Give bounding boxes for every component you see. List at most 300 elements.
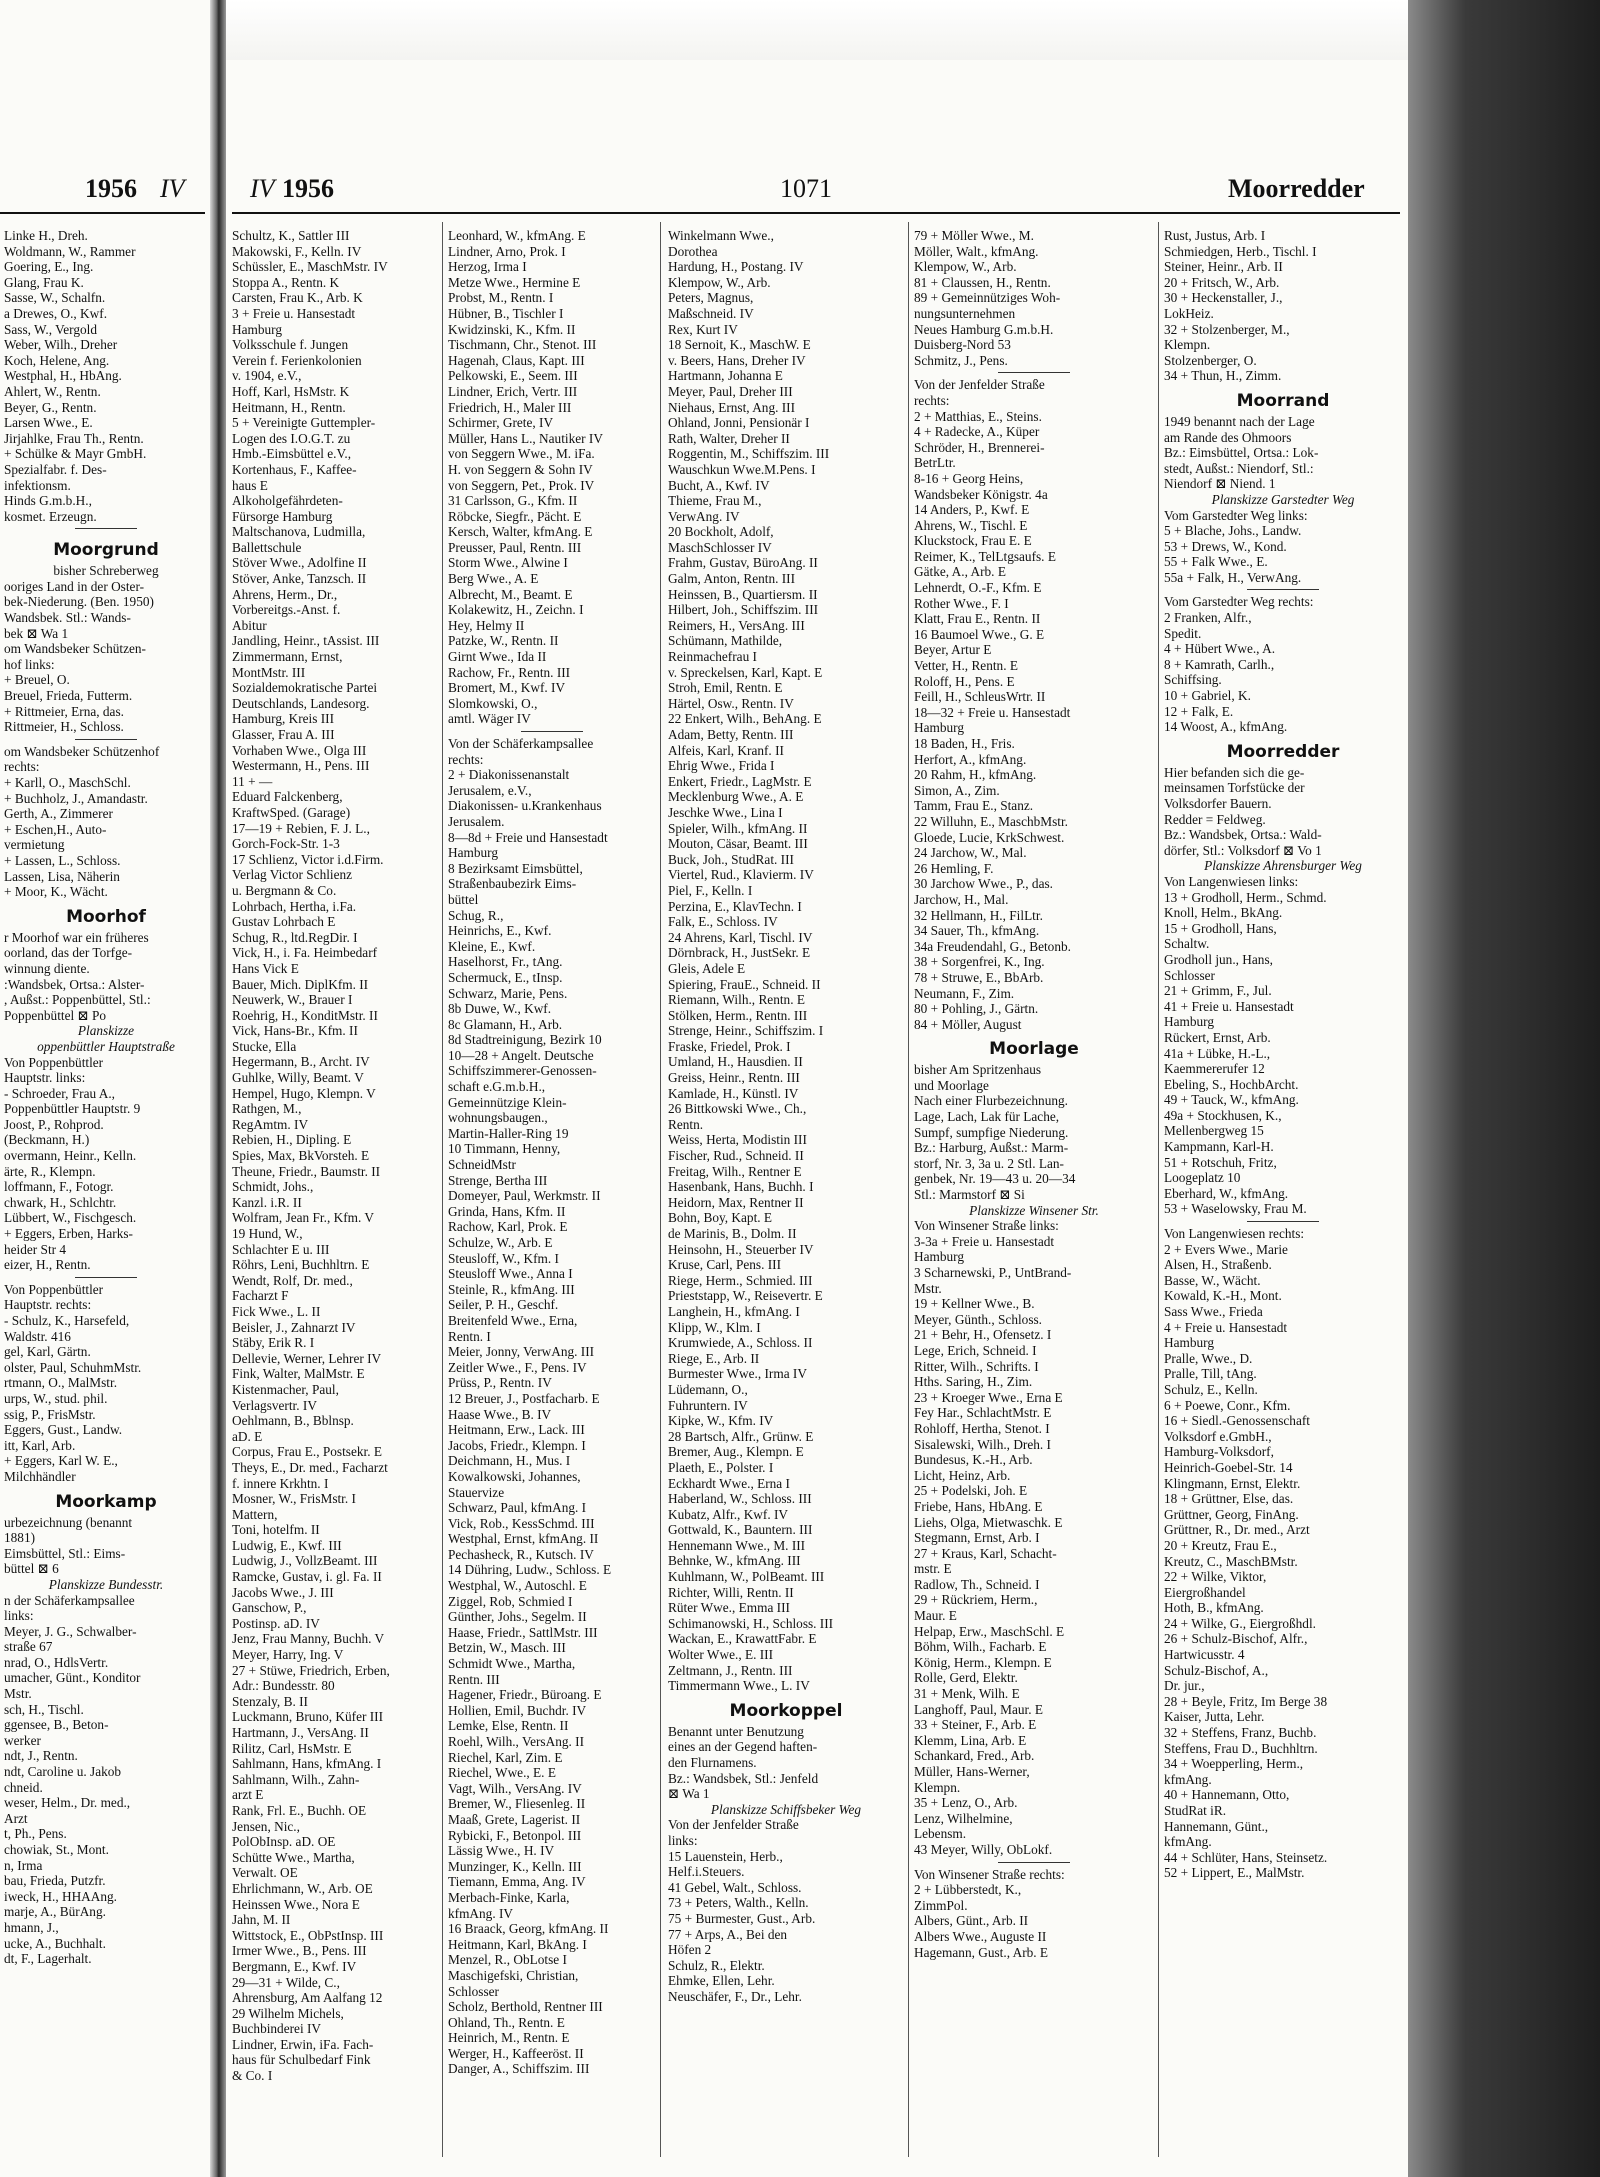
directory-entry: Niehaus, Ernst, Ang. III [668,399,796,415]
directory-entry: Vick, Hans-Br., Kfm. II [232,1023,358,1039]
directory-entry: Stegmann, Ernst, Arb. I [914,1530,1040,1546]
directory-entry: 10—28 + Angelt. Deutsche [448,1047,594,1063]
directory-entry: Prüss, P., Rentn. IV [448,1375,552,1391]
directory-entry: 52 + Lippert, E., MalMstr. [1164,1865,1305,1881]
directory-entry: Hennemann Wwe., M. III [668,1537,806,1553]
directory-entry: infektionsm. [4,477,71,493]
map-reference: Planskizze Winsener Str. [969,1202,1099,1218]
directory-entry: und Moorlage [914,1077,989,1093]
directory-entry: 18 + Grüttner, Else, das. [1164,1491,1294,1507]
directory-entry: Fürsorge Hamburg [232,508,333,524]
directory-entry: eines an der Gegend haften- [668,1739,818,1755]
directory-entry: Spedit. [1164,625,1202,641]
directory-entry: Eiergroßhandel [1164,1584,1246,1600]
book-gutter [210,0,226,2177]
directory-entry: Kwidzinski, K., Kfm. II [448,321,576,337]
directory-entry: Rank, Frl. E., Buchh. OE [232,1802,367,1818]
directory-entry: Kampmann, Karl-H. [1164,1139,1274,1155]
directory-entry: 73 + Peters, Walth., Kelln. [668,1895,809,1911]
directory-entry: Steiner, Heinr., Arb. II [1164,259,1283,275]
directory-entry: Kaemmererufer 12 [1164,1061,1265,1077]
directory-entry: Rath, Walter, Dreher II [668,430,790,446]
directory-entry: Spies, Max, BkVorsteh. E [232,1148,370,1164]
directory-entry: Kruse, Carl, Pens. III [668,1257,781,1273]
directory-entry: Gustav Lohrbach E [232,914,336,930]
directory-entry: 8c Glamann, H., Arb. [448,1016,563,1032]
directory-entry: Maßschneid. IV [668,305,754,321]
directory-entry: Ludwig, J., VollzBeamt. III [232,1553,378,1569]
directory-entry: bau, Frieda, Putzfr. [4,1873,106,1889]
directory-entry: nrad, O., HdlsVertr. [4,1654,109,1670]
directory-entry: Roehrig, H., KonditMstr. II [232,1007,378,1023]
directory-entry: Redder = Feldweg. [1164,811,1266,827]
directory-entry: Luckmann, Bruno, Küfer III [232,1709,384,1725]
directory-entry: - Schulz, K., Harsefeld, [4,1313,130,1328]
directory-entry: Sahlmann, Hans, kfmAng. I [232,1756,382,1772]
directory-entry: Theune, Friedr., Baumstr. II [232,1163,381,1179]
directory-entry: Rittmeier, H., Schloss. [4,719,124,735]
directory-entry: Corpus, Frau E., Postsekr. E [232,1444,382,1460]
directory-entry: Lehnerdt, O.-F., Kfm. E [914,580,1042,596]
directory-entry: Hier befanden sich die ge- [1164,764,1305,780]
right-page-year: 1956 [282,174,334,203]
directory-entry: Ballettschule [232,539,302,555]
street-heading: Moorkoppel [729,1700,843,1721]
directory-entry: Buchbinderei IV [232,2021,321,2037]
directory-entry: de Marinis, B., Dolm. II [668,1226,797,1241]
directory-entry: Wittstock, E., ObPstInsp. III [232,1927,384,1943]
directory-entry: Schlosser [448,1983,499,1999]
directory-entry: Riege, Herm., Schmied. III [668,1272,813,1288]
directory-entry: & Co. I [232,2068,273,2084]
directory-entry: Bremer, W., Fliesenleg. II [448,1796,586,1812]
directory-entry: Guhlke, Willy, Beamt. V [232,1070,364,1086]
directory-entry: + Lassen, L., Schloss. [4,852,121,868]
directory-entry: Meyer, Günth., Schloss. [914,1311,1042,1327]
directory-entry: 79 + Möller Wwe., M. [914,228,1034,243]
directory-entry: Neumann, F., Zim. [914,985,1015,1001]
directory-entry: wohnungsbaugen., [448,1110,548,1126]
directory-entry: Riemann, Wilh., Rentn. E [668,992,805,1008]
directory-entry: 31 Carlsson, G., Kfm. II [448,493,578,509]
directory-entry: Meier, Jonny, VerwAng. III [448,1344,595,1360]
directory-entry: Meyer, Paul, Dreher III [668,383,793,399]
directory-entry: Leonhard, W., kfmAng. E [448,228,586,243]
directory-entry: Gleis, Adele E [668,960,746,976]
directory-entry: Hamburg-Volksdorf, [1164,1444,1274,1460]
directory-entry: Schlosser [1164,967,1215,983]
directory-entry: Bz.: Eimsbüttel, Ortsa.: Lok- [1164,445,1319,461]
directory-entry: t, Ph., Pens. [4,1826,67,1842]
directory-entry: Hoff, Karl, HsMstr. K [232,383,350,399]
directory-entry: sch, H., Tischl. [4,1701,84,1717]
directory-entry: Lindner, Erich, Vertr. III [448,383,578,399]
directory-entry: Joost, P., Rohprod. [4,1116,104,1132]
directory-entry: Schmitz, J., Pens. [914,352,1008,368]
directory-entry: kfmAng. IV [448,1905,513,1921]
directory-entry: ärte, R., Klempn. [4,1163,96,1179]
directory-entry: Verein f. Ferienkolonien [232,352,362,368]
directory-entry: Koch, Helene, Ang. [4,352,110,368]
directory-entry: heider Str 4 [4,1241,67,1257]
directory-entry: dt, F., Lagerhalt. [4,1951,92,1967]
directory-entry: Hübner, B., Tischler I [448,305,564,321]
directory-entry: Probst, M., Rentn. I [448,290,554,306]
directory-entry: Gorch-Fock-Str. 1-3 [232,836,340,852]
directory-entry: Klemm, Lina, Arb. E [914,1732,1027,1748]
directory-entry: Von Langenwiesen rechts: [1164,1226,1305,1242]
directory-entry: Haselhorst, Fr., tAng. [448,954,563,970]
directory-entry: Kreutz, C., MaschBMstr. [1164,1553,1298,1569]
directory-entry: Ohland, Jonni, Pensionär I [668,415,810,431]
directory-entry: Linke H., Dreh. [4,228,88,243]
directory-entry: f. innere Krkhtn. I [232,1475,329,1491]
street-heading: Moorredder [1226,741,1340,762]
directory-entry: Eimsbüttel, Stl.: Eims- [4,1545,126,1561]
directory-entry: Larsen Wwe., E. [4,415,93,431]
directory-entry: 51 + Rotschuh, Fritz, [1164,1154,1277,1170]
directory-column-5 [1164,228,1402,2168]
directory-entry: Jerusalem, e.V., [448,782,532,798]
directory-entry: Jerusalem. [448,813,505,829]
directory-entry: Schulz, E., Kelln. [1164,1381,1258,1397]
column-divider [442,222,443,2157]
directory-entry: Klipp, W., Klm. I [668,1319,761,1335]
directory-entry: Kipke, W., Kfm. IV [668,1413,774,1429]
directory-entry: Müller, Hans-Werner, [914,1764,1030,1779]
street-heading: Moorhof [66,906,146,927]
directory-entry: 53 + Drews, W., Kond. [1164,538,1287,554]
directory-entry: Wolter Wwe., E. III [668,1647,774,1663]
directory-column-3 [668,228,904,2168]
directory-entry: Glang, Frau K. [4,274,84,290]
directory-entry: Rust, Justus, Arb. I [1164,228,1266,243]
directory-entry: ooriges Land in der Oster- [4,578,145,594]
directory-entry: 41 + Freie u. Hansestadt [1164,998,1294,1014]
directory-entry: Bucht, A., Kwf. IV [668,477,770,493]
directory-entry: büttel ⊠ 6 [4,1561,59,1577]
directory-entry: 22 + Wilke, Viktor, [1164,1569,1267,1585]
directory-entry: Schmiedgen, Herb., Tischl. I [1164,243,1317,259]
directory-entry: 10 + Gabriel, K. [1164,688,1251,704]
directory-entry: Ahrensburg, Am Aalfang 12 [232,1990,383,2006]
directory-entry: Hagener, Friedr., Büroang. E [448,1687,602,1703]
directory-entry: Ramcke, Gustav, i. gl. Fa. II [232,1569,382,1585]
directory-entry: werker [4,1732,41,1748]
directory-entry: om Wandsbeker Schützen- [4,641,146,657]
directory-entry: urbezeichnung (benannt [4,1514,133,1530]
directory-entry: Umland, H., Hausdien. II [668,1054,803,1070]
directory-entry: Ganschow, P., [232,1600,307,1616]
directory-entry: Lemke, Else, Rentn. II [448,1718,569,1734]
directory-entry: Schwarz, Paul, kfmAng. I [448,1500,587,1516]
directory-entry: 19 + Kellner Wwe., B. [914,1296,1035,1312]
directory-entry: 10 Timmann, Henny, [448,1141,561,1157]
directory-entry: 19 Hund, W., [232,1226,303,1241]
directory-entry: Schmidt, Johs., [232,1179,314,1195]
directory-entry: Betzin, W., Masch. III [448,1640,566,1656]
directory-entry: Gerth, A., Zimmerer [4,806,113,822]
directory-entry: Heitmann, Karl, BkAng. I [448,1936,587,1952]
directory-entry: Ehrig Wwe., Frida I [668,758,775,774]
directory-entry: Pelkowski, E., Seem. III [448,368,578,384]
directory-entry: Stoppa A., Rentn. K [232,274,340,290]
directory-entry: Beisler, J., Zahnarzt IV [232,1319,356,1335]
directory-entry: Toni, hotelfm. II [232,1522,320,1538]
directory-entry: Westermann, H., Pens. III [232,758,370,774]
directory-entry: Reimers, H., VersAng. III [668,617,805,633]
directory-entry: 6 + Poewe, Conr., Kfm. [1164,1397,1291,1413]
directory-entry: Lübbert, W., Fischgesch. [4,1210,137,1226]
directory-entry: Von Winsener Straße links: [914,1218,1059,1234]
directory-entry: Dr. jur., [1164,1678,1205,1694]
directory-entry: 12 Breuer, J., Postfacharb. E [448,1390,600,1406]
directory-entry: Westphal, H., HbAng. [4,368,122,384]
directory-entry: + Moor, K., Wächt. [4,884,108,900]
section-separator [4,1273,208,1282]
directory-entry: Tamm, Frau E., Stanz. [914,798,1034,814]
directory-entry: Hasenbank, Hans, Buchh. I [668,1179,814,1195]
directory-entry: Domeyer, Paul, Werkmstr. II [448,1188,601,1204]
directory-entry: 33 + Steiner, F., Arb. E [914,1717,1037,1733]
directory-entry: Schiffszimmerer-Genossen- [448,1063,597,1079]
directory-entry: Lage, Lach, Lak für Lache, [914,1109,1060,1125]
directory-entry: genbek, Nr. 19—43 u. 20—34 [914,1171,1076,1187]
directory-entry: Metze Wwe., Hermine E [448,274,581,290]
directory-entry: 81 + Claussen, H., Rentn. [914,274,1051,290]
directory-entry: Vick, H., i. Fa. Heimbedarf [232,945,378,961]
directory-entry: 84 + Möller, August [914,1016,1022,1032]
directory-entry: Steusloff, W., Kfm. I [448,1250,559,1266]
directory-entry: Kanzl. i.R. II [232,1194,302,1210]
left-header-rule [0,212,205,214]
directory-entry: Preusser, Paul, Rentn. III [448,539,582,555]
street-note: bisher Schreberweg [53,563,159,579]
directory-entry: Albers, Günt., Arb. II [914,1913,1029,1929]
directory-entry: Strenge, Heinr., Schiffszim. I [668,1023,824,1039]
directory-entry: BetrLtr. [914,455,956,471]
directory-entry: Von der Jenfelder Straße [914,377,1045,393]
directory-entry: Kistenmacher, Paul, [232,1381,339,1397]
directory-entry: 32 + Stolzenberger, M., [1164,321,1290,337]
directory-entry: Sahlmann, Wilh., Zahn- [232,1771,360,1787]
directory-entry: Enkert, Friedr., LagMstr. E [668,773,812,789]
directory-entry: eizer, H., Rentn. [4,1257,91,1273]
directory-entry: Rathgen, M., [232,1101,302,1117]
directory-entry: Mosner, W., FrisMstr. I [232,1491,356,1507]
directory-entry: Ahlert, W., Rentn. [4,383,101,399]
directory-entry: Adam, Betty, Rentn. III [668,727,794,742]
directory-entry: hmann, J., [4,1919,59,1935]
directory-entry: Tiemann, Emma, Ang. IV [448,1874,586,1890]
directory-entry: Gottwald, K., Bauntern. III [668,1522,813,1538]
directory-entry: 12 + Falk, E. [1164,703,1234,719]
directory-entry: Poppenbüttler Hauptstr. 9 [4,1101,141,1117]
directory-entry: Rebien, H., Dipling. E [232,1132,352,1148]
section-separator [448,727,656,736]
directory-entry: Hauptstr. links: [4,1070,86,1086]
directory-entry: aD. E [232,1428,263,1444]
directory-entry: ⊠ Wa 1 [668,1786,710,1802]
directory-entry: Rückert, Ernst, Arb. [1164,1029,1271,1045]
directory-entry: Alfeis, Karl, Kranf. II [668,742,784,758]
directory-entry: Heinssen, B., Quartiersm. II [668,586,818,602]
directory-entry: Schmidt Wwe., Martha, [448,1656,576,1672]
directory-entry: Schröder, H., Brennerei- [914,439,1045,455]
directory-entry: Steffens, Frau D., Buchhltrn. [1164,1740,1318,1756]
directory-entry: 1881) [4,1530,36,1546]
column-divider [908,222,909,2157]
directory-entry: 20 + Fritsch, W., Arb. [1164,274,1280,290]
directory-entry: Kubatz, Alfr., Kwf. IV [668,1506,789,1522]
directory-entry: Heinrich-Goebel-Str. 14 [1164,1459,1293,1475]
directory-entry: Grinda, Hans, Kfm. II [448,1203,566,1219]
directory-entry: Ehmke, Ellen, Lehr. [668,1973,775,1989]
directory-entry: Stolzenberger, O. [1164,352,1257,368]
directory-entry: Volksdorf e.GmbH., [1164,1428,1272,1444]
directory-entry: Spieler, Wilh., kfmAng. II [668,820,808,836]
directory-entry: Albrecht, M., Beamt. E [448,586,573,602]
directory-entry: 49 + Tauck, W., kfmAng. [1164,1092,1299,1108]
directory-entry: Waldstr. 416 [4,1328,71,1344]
directory-entry: PolObInsp. aD. OE [232,1834,336,1850]
directory-entry: Scholz, Berthold, Rentner III [448,1999,603,2015]
directory-entry: Weiss, Herta, Modistin III [668,1132,807,1148]
directory-entry: Böhm, Wilh., Facharb. E [914,1639,1047,1655]
directory-entry: Menzel, R., ObLotse I [448,1952,567,1968]
directory-entry: Neuschäfer, F., Dr., Lehr. [668,1988,802,2004]
directory-entry: ggensee, B., Beton- [4,1717,109,1733]
directory-entry: 41a + Lübke, H.-L., [1164,1045,1271,1061]
directory-entry: meinsamen Torfstücke der [1164,780,1305,796]
directory-entry: MaschSchlosser IV [668,539,772,555]
directory-entry: Schermuck, E., tInsp. [448,969,563,985]
directory-entry: chneid. [4,1779,43,1795]
directory-entry: Girnt Wwe., Ida II [448,649,547,665]
directory-entry: Zeitler Wwe., F., Pens. IV [448,1359,587,1375]
directory-entry: Oehlmann, B., Bblnsp. [232,1413,354,1429]
directory-entry: Abitur [232,617,267,633]
directory-entry: Stöver Wwe., Adolfine II [232,555,367,571]
directory-entry: Poppenbüttel ⊠ Po [4,1007,107,1023]
directory-entry: 29 Wilhelm Michels, [232,2005,344,2021]
directory-entry: Schiffsing. [1164,672,1222,688]
directory-entry: 40 + Hannemann, Otto, [1164,1787,1290,1803]
directory-entry: Jandling, Heinr., tAssist. III [232,633,380,649]
directory-entry: Nach einer Flurbezeichnung. [914,1093,1068,1109]
directory-entry: 13 + Grodholl, Herm., Schmd. [1164,889,1327,905]
section-separator [1164,585,1402,594]
directory-entry: Stenzaly, B. II [232,1693,308,1709]
directory-entry: KraftwSped. (Garage) [232,804,351,820]
directory-entry: Stauervize [448,1484,505,1500]
directory-entry: 24 Ahrens, Karl, Tischl. IV [668,929,813,945]
page-number: 1071 [780,174,832,203]
directory-entry: Heinrich, M., Rentn. E [448,2030,570,2046]
directory-entry: Alsen, H., Straßenb. [1164,1257,1272,1273]
directory-entry: Bohn, Boy, Kapt. E [668,1210,773,1226]
directory-entry: Albers Wwe., Auguste II [914,1928,1047,1944]
directory-entry: 2 + Lübberstedt, K., [914,1882,1022,1898]
directory-entry: hof links: [4,656,55,672]
directory-entry: Winkelmann Wwe., [668,228,774,243]
directory-entry: Vorbereitgs.-Anst. f. [232,602,341,618]
directory-entry: Maaß, Grete, Lagerist. II [448,1811,581,1827]
directory-entry: Lüdemann, O., [668,1381,748,1397]
directory-entry: Haase, Friedr., SattlMstr. III [448,1624,598,1640]
directory-entry: 55 + Falk Wwe., E. [1164,554,1268,570]
directory-entry: Rother Wwe., F. I [914,595,1009,611]
map-reference: Planskizze Schiffsbeker Weg [710,1801,862,1817]
directory-entry: + Eggers, Karl W. E., [4,1453,118,1469]
directory-entry: Simon, A., Zim. [914,782,1000,798]
directory-entry: rechts: [448,751,484,767]
directory-entry: Plaeth, E., Polster. I [668,1459,774,1475]
directory-entry: 18 Baden, H., Fris. [914,736,1015,751]
directory-entry: Wandsbeker Königstr. 4a [914,486,1048,502]
directory-entry: am Rande des Ohmoors [1164,429,1292,445]
directory-entry: Verlagsvertr. IV [232,1397,317,1413]
directory-entry: Storm Wwe., Alwine I [448,555,568,571]
directory-entry: Loogeplatz 10 [1164,1170,1241,1186]
directory-entry: 2 + Evers Wwe., Marie [1164,1241,1288,1257]
directory-entry: Facharzt F [232,1288,289,1304]
directory-entry: Hmb.-Eimsbüttel e.V., [232,446,352,462]
directory-entry: Sumpf, sumpfige Niederung. [914,1124,1069,1140]
directory-entry: Frahm, Gustav, BüroAng. II [668,555,818,571]
directory-entry: Alkoholgefährdeten- [232,493,343,509]
directory-entry: Friedrich, H., Maler III [448,399,572,415]
directory-entry: Bz.: Harburg, Außst.: Marm- [914,1140,1069,1156]
directory-entry: Schütte Wwe., Martha, [232,1849,355,1865]
street-heading: Moorlage [989,1039,1079,1060]
directory-entry: Maschigefski, Christian, [448,1967,579,1983]
directory-entry: (Beckmann, H.) [4,1132,90,1148]
directory-entry: 44 + Schlüter, Hans, Steinsetz. [1164,1849,1328,1865]
directory-entry: Jacobs Wwe., J. III [232,1584,334,1600]
directory-entry: 17 Schlienz, Victor i.d.Firm. [232,851,384,867]
directory-entry: Hamburg [1164,1014,1214,1030]
directory-entry: 14 Dühring, Ludw., Schloss. E [448,1562,612,1578]
directory-entry: oorland, das der Torfge- [4,945,133,961]
directory-entry: + Eschen,H., Auto- [4,821,107,837]
directory-entry: Seiler, P. H., Geschf. [448,1297,559,1313]
directory-entry: Von der Jenfelder Straße [668,1817,799,1833]
directory-entry: Ohland, Th., Rentn. E [448,2014,565,2030]
directory-entry: Postinsp. aD. IV [232,1615,320,1631]
directory-entry: Steusloff Wwe., Anna I [448,1266,573,1282]
left-page-year: 1956 [85,174,137,203]
directory-entry: Sass, W., Vergold [4,321,97,337]
directory-entry: rtmann, O., MalMstr. [4,1375,118,1391]
directory-entry: Duisberg-Nord 53 [914,337,1011,353]
directory-entry: RegAmtm. IV [232,1116,309,1132]
directory-entry: 26 + Schulz-Bischof, Alfr., [1164,1631,1308,1647]
directory-entry: chwark, H., Schlchtr. [4,1194,117,1210]
street-heading: Moorrand [1236,390,1330,411]
directory-entry: Pralle, Till, tAng. [1164,1366,1257,1382]
directory-entry: Eberhard, W., kfmAng. [1164,1185,1289,1201]
directory-entry: 3 + Freie u. Hansestadt [232,305,356,321]
directory-entry: 18—32 + Freie u. Hansestadt [914,704,1071,720]
directory-entry: 4 + Freie u. Hansestadt [1164,1319,1288,1335]
directory-entry: Merbach-Finke, Karla, [448,1889,570,1905]
directory-entry: Kowald, K.-H., Mont. [1164,1288,1282,1304]
directory-entry: Volksschule f. Jungen [232,337,349,353]
directory-entry: Feill, H., SchleusWrtr. II [914,689,1046,705]
section-separator [914,1858,1154,1867]
directory-entry: Liehs, Olga, Mietwaschk. E [914,1514,1063,1530]
